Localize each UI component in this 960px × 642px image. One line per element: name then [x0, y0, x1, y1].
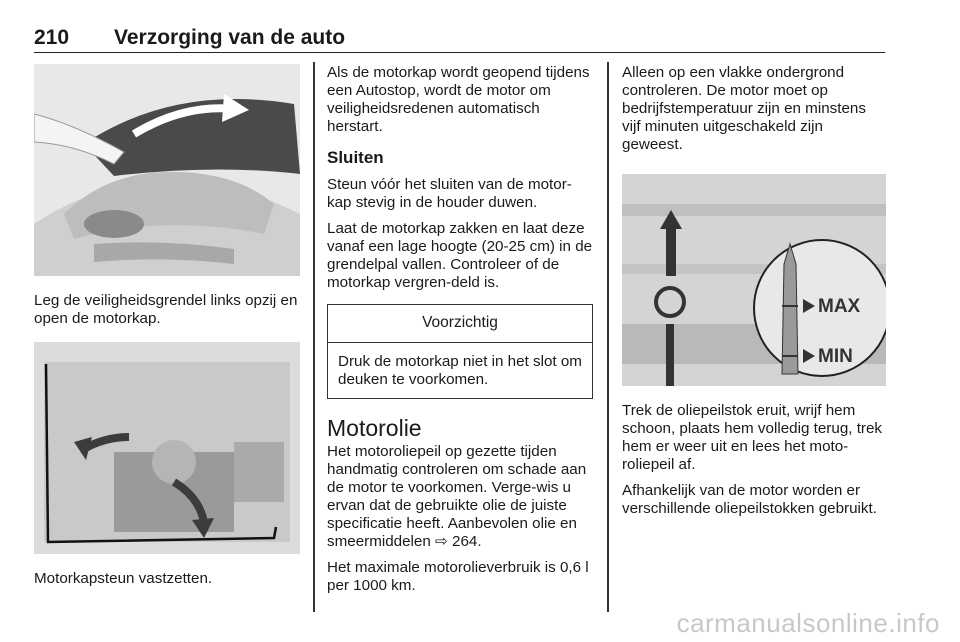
caution-box: [327, 304, 593, 399]
paragraph: Laat de motorkap zakken en laat deze vanaf een lage hoogte (20-25 cm) in de grendelpal vallen. Controleer of de motorkap vergren-deld is.: [327, 220, 593, 291]
hood-opening-illustration: [34, 64, 300, 276]
column-middle: [327, 64, 593, 595]
caution-text: Druk de motorkap niet in het slot om deuken te voorkomen.: [338, 353, 582, 388]
paragraph: Alleen op een vlakke ondergrond controleren. De motor moet op bedrijfstemperatuur zijn en minstens vijf minuten uitgeschakeld zijn geweest.: [622, 64, 866, 153]
paragraph: Trek de oliepeilstok eruit, wrijf hem schoon, plaats hem volledig terug, trek hem er weer uit en lees het moto-roliepeil af.: [622, 402, 883, 473]
section-heading: Motorolie: [327, 415, 422, 441]
page-number: 210: [34, 26, 70, 49]
paragraph: Het maximale motorolieverbruik is 0,6 l per 1000 km.: [327, 559, 589, 594]
min-label: MIN: [818, 346, 853, 367]
max-label: MAX: [818, 296, 861, 317]
column-divider: [313, 62, 315, 612]
watermark: carmanualsonline.info: [676, 608, 940, 638]
hood-prop-illustration: [34, 342, 300, 554]
paragraph: Afhankelijk van de motor worden er verschillende oliepeilstokken gebruikt.: [622, 482, 877, 517]
caution-title: Voorzichtig: [328, 305, 592, 343]
page-header: [34, 26, 885, 53]
column-right: [622, 64, 886, 518]
page-title: Verzorging van de auto: [114, 26, 346, 49]
column-divider: [607, 62, 609, 612]
dipstick-illustration: [622, 174, 886, 386]
paragraph: Het motoroliepeil op gezette tijden handmatig controleren om schade aan de motor te voorkomen. Verge-wis u ervan dat de gebruikte olie de juiste specificatie heeft. Aanbevolen olie en smeermiddelen ⇨ 264.: [327, 443, 587, 550]
figure-caption: Motorkapsteun vastzetten.: [34, 570, 213, 587]
column-left: [34, 64, 300, 588]
paragraph: Steun vóór het sluiten van de motor-kap stevig in de houder duwen.: [327, 176, 572, 211]
paragraph: Als de motorkap wordt geopend tijdens een Autostop, wordt de motor om veiligheidsredenen automatisch herstart.: [327, 64, 590, 135]
figure-caption: Leg de veiligheidsgrendel links opzij en open de motorkap.: [34, 292, 298, 327]
section-heading: Sluiten: [327, 148, 384, 167]
